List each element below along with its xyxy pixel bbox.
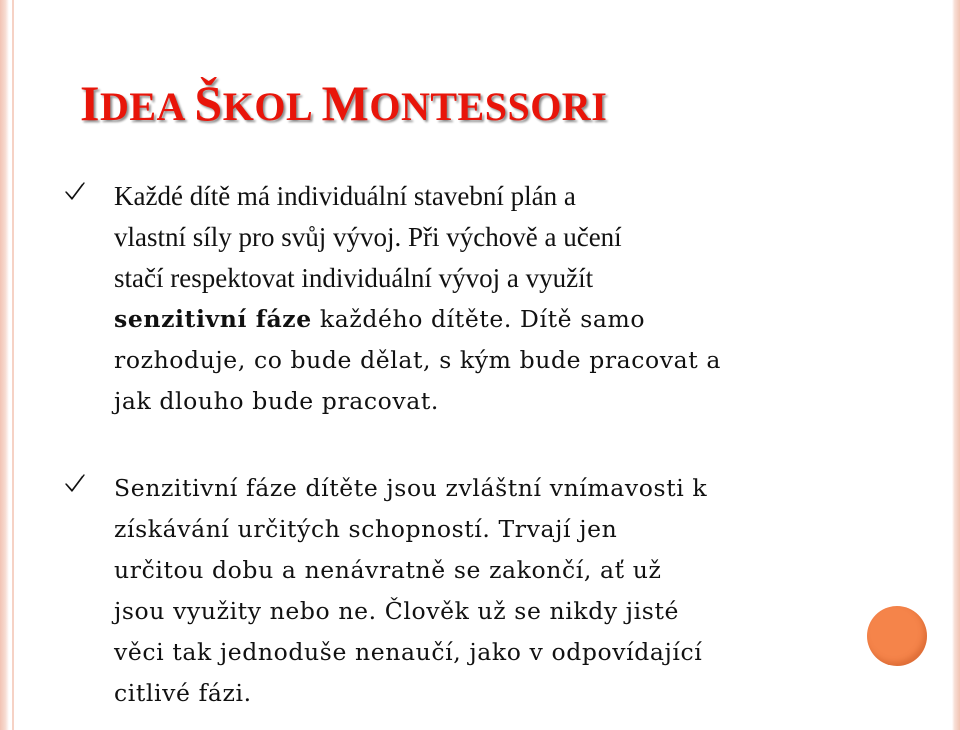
bullet-2-line-2: získávání určitých schopností. Trvají jen <box>114 515 618 543</box>
slide-title <box>80 75 608 131</box>
title-word-1-rest: DEA <box>99 84 186 129</box>
bullet-1-line-1: Každé dítě má individuální stavební plán a <box>114 181 576 211</box>
bullet-2-line-1: Senzitivní fáze dítěte jsou zvláštní vnímavosti k <box>114 474 708 502</box>
bullet-2-line-4: jsou využity nebo ne. Člověk už se nikdy jisté <box>114 597 680 625</box>
title-word-2-rest: KOL <box>222 84 314 129</box>
title-initial-2: Š <box>194 75 223 131</box>
bullet-1-line-4 <box>114 299 852 340</box>
bullet-2-line-6: citlivé fázi. <box>114 679 252 707</box>
bullet-1 <box>62 176 852 422</box>
left-decorative-line <box>12 0 14 730</box>
decorative-orange-circle <box>867 606 927 666</box>
title-initial-3: M <box>321 75 370 131</box>
bullet-1-line-5: rozhoduje, co bude dělat, s kým bude pracovat a <box>114 346 722 374</box>
bullet-2-line-5: věci tak jednoduše nenaučí, jako v odpovídající <box>114 638 703 666</box>
checkmark-icon <box>62 470 88 496</box>
bullet-1-line-3: stačí respektovat individuální vývoj a využít <box>114 263 594 293</box>
title-word-3-rest: ONTESSORI <box>369 84 608 129</box>
bullet-1-line-6: jak dlouho bude pracovat. <box>114 387 439 415</box>
bullet-1-line-2: vlastní síly pro svůj vývoj. Při výchově a učení <box>114 222 622 252</box>
highlight-senzitivni-faze: senzitivní fáze <box>114 305 312 333</box>
right-decorative-edge <box>952 0 960 730</box>
bullet-2 <box>62 468 852 714</box>
bullet-1-line-4-rest: každého dítěte. Dítě samo <box>311 305 646 333</box>
title-initial-1: I <box>80 75 100 131</box>
left-decorative-edge <box>0 0 9 730</box>
checkmark-icon <box>62 178 88 204</box>
bullet-2-line-3: určitou dobu a nenávratně se zakončí, ať už <box>114 556 662 584</box>
